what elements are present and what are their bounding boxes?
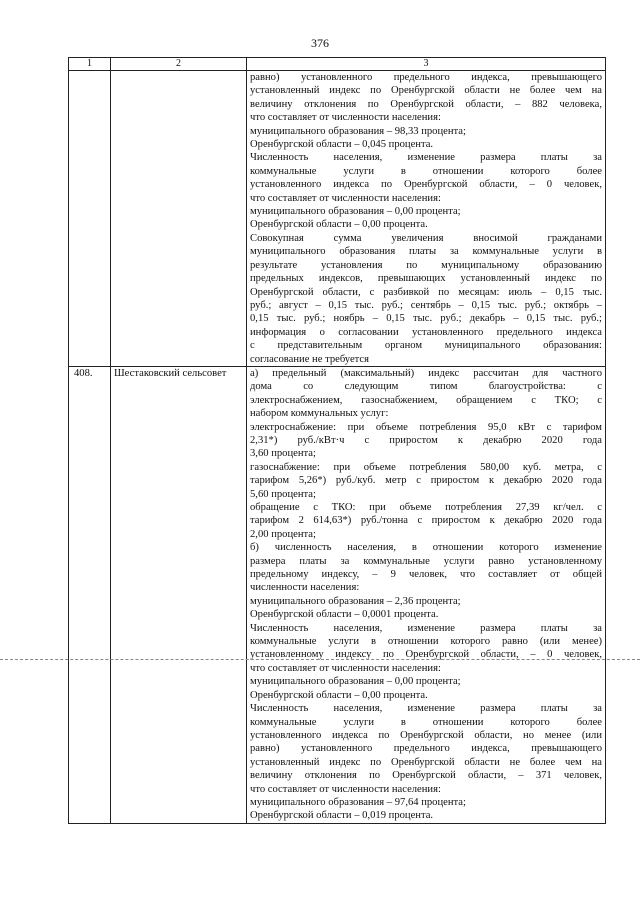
text-line: набором коммунальных услуг: <box>250 408 389 420</box>
text-line: согласование не требуется <box>250 353 370 365</box>
text-line: предельному индексу, – 9 человек, что составляет от общей <box>250 569 602 581</box>
text-line: коммунальные услуги в отношении которого более <box>250 165 602 177</box>
text-line: электроснабжение: при объеме потребления 95,0 кВт с тарифом <box>250 421 602 433</box>
text-line: Оренбургской области – 0,00 процента. <box>250 219 428 231</box>
text-line: установленный индекс по Оренбургской области не более чем на <box>250 85 602 97</box>
text-line: 3,60 процента; <box>250 448 316 460</box>
text-line: установленный индекс по Оренбургской области не более чем на <box>250 756 602 768</box>
header-cell-3: 3 <box>247 58 606 71</box>
text-line: величину отклонения по Оренбургской области, – 371 человек, <box>250 770 602 782</box>
text-line: 0,15 тыс. руб.; ноябрь – 0,15 тыс. руб.; декабрь – 0,15 тыс. руб.; <box>250 313 602 325</box>
text-line: что составляет от численности населения: <box>250 192 441 204</box>
text-line: 5,60 процента; <box>250 488 316 500</box>
text-line: установленного индекса по Оренбургской области, – 0 человек, <box>250 179 602 191</box>
text-line: руб.; август – 0,15 тыс. руб.; сентябрь – 0,15 тыс. руб.; октябрь – <box>250 299 602 311</box>
text-line: Оренбургской области – 0,045 процента. <box>250 139 434 151</box>
text-line: Численность населения, изменение размера платы за <box>250 152 602 164</box>
text-line: размера платы за коммунальные услуги равно установленному <box>250 555 602 567</box>
text-line: дома со следующим типом благоустройства: с <box>250 381 602 393</box>
text-line: Численность населения, изменение размера платы за <box>250 703 602 715</box>
text-line: предельных индексов, превышающих установленный индекс по <box>250 273 602 285</box>
text-line: что составляет от численности населения: <box>250 112 441 124</box>
text-line: коммунальные услуги в отношении которого более <box>250 716 602 728</box>
text-line: установленного индекса по Оренбургской области, но менее (или <box>250 729 602 741</box>
text-line: Оренбургской области – 0,00 процента. <box>250 689 428 701</box>
text-line: равно) установленного предельного индекса, превышающего <box>250 743 602 755</box>
text-line: что составляет от численности населения: <box>250 662 441 674</box>
row-number: 408. <box>69 366 111 823</box>
text-line: коммунальные услуги в отношении которого равно (или менее) <box>250 636 602 648</box>
row-description <box>247 366 606 823</box>
row-number <box>69 71 111 367</box>
text-line: Оренбургской области – 0,0001 процента. <box>250 609 439 621</box>
cut-line-divider <box>0 659 640 660</box>
text-line: муниципального образования – 2,36 процента; <box>250 595 461 607</box>
text-line: а) предельный (максимальный) индекс рассчитан для частного <box>250 367 602 379</box>
text-line: равно) установленного предельного индекса, превышающего <box>250 72 602 83</box>
text-line: установленному индексу по Оренбургской области, – 0 человек, <box>250 649 602 661</box>
page-number: 376 <box>311 36 329 50</box>
text-line: муниципального образования платы за коммунальные услуги в <box>250 246 602 258</box>
table-header-row <box>69 58 606 71</box>
text-line: величину отклонения по Оренбургской области, – 882 человека, <box>250 98 602 110</box>
text-line: тарифом 2 614,63*) руб./тонна с приростом к декабрю 2020 года <box>250 515 602 527</box>
text-line: Совокупная сумма увеличения вносимой гражданами <box>250 232 602 244</box>
text-line: Оренбургской области – 0,019 процента. <box>250 810 434 822</box>
municipality-name: Шестаковский сельсовет <box>111 366 247 823</box>
text-line: б) численность населения, в отношении которого изменение <box>250 542 602 554</box>
text-line: муниципального образования – 98,33 процента; <box>250 125 466 137</box>
text-line: численности населения: <box>250 582 360 594</box>
header-cell-2: 2 <box>111 58 247 71</box>
text-line: электроснабжением, газоснабжением, обращением с ТКО; с <box>250 394 602 406</box>
text-line: муниципального образования – 0,00 процента; <box>250 676 461 688</box>
table-row <box>69 71 606 367</box>
text-line: Оренбургской области, с разбивкой по месяцам: июль – 0,15 тыс. <box>250 286 602 298</box>
text-line: информация о согласовании установленного предельного индекса <box>250 326 602 338</box>
text-line: Численность населения, изменение размера платы за <box>250 622 602 634</box>
header-cell-1: 1 <box>69 58 111 71</box>
text-line: газоснабжение: при объеме потребления 580,00 куб. метра, с <box>250 461 602 473</box>
document-table <box>68 57 606 824</box>
row-description <box>247 71 606 367</box>
municipality-name <box>111 71 247 367</box>
text-line: с представительным органом муниципального образования: <box>250 340 602 352</box>
table-row <box>69 366 606 823</box>
text-line: обращение с ТКО: при объеме потребления 27,39 кг/чел. с <box>250 502 602 513</box>
text-line: что составляет от численности населения: <box>250 783 441 795</box>
text-line: муниципального образования – 0,00 процента; <box>250 206 461 218</box>
text-line: 2,00 процента; <box>250 528 316 540</box>
text-line: тарифом 5,26*) руб./куб. метр с приростом к декабрю 2020 года <box>250 475 602 487</box>
text-line: 2,31*) руб./кВт·ч с приростом к декабрю 2020 года <box>250 434 602 446</box>
text-line: муниципального образования – 97,64 процента; <box>250 796 466 808</box>
text-line: результате установления по муниципальному образованию <box>250 259 602 271</box>
